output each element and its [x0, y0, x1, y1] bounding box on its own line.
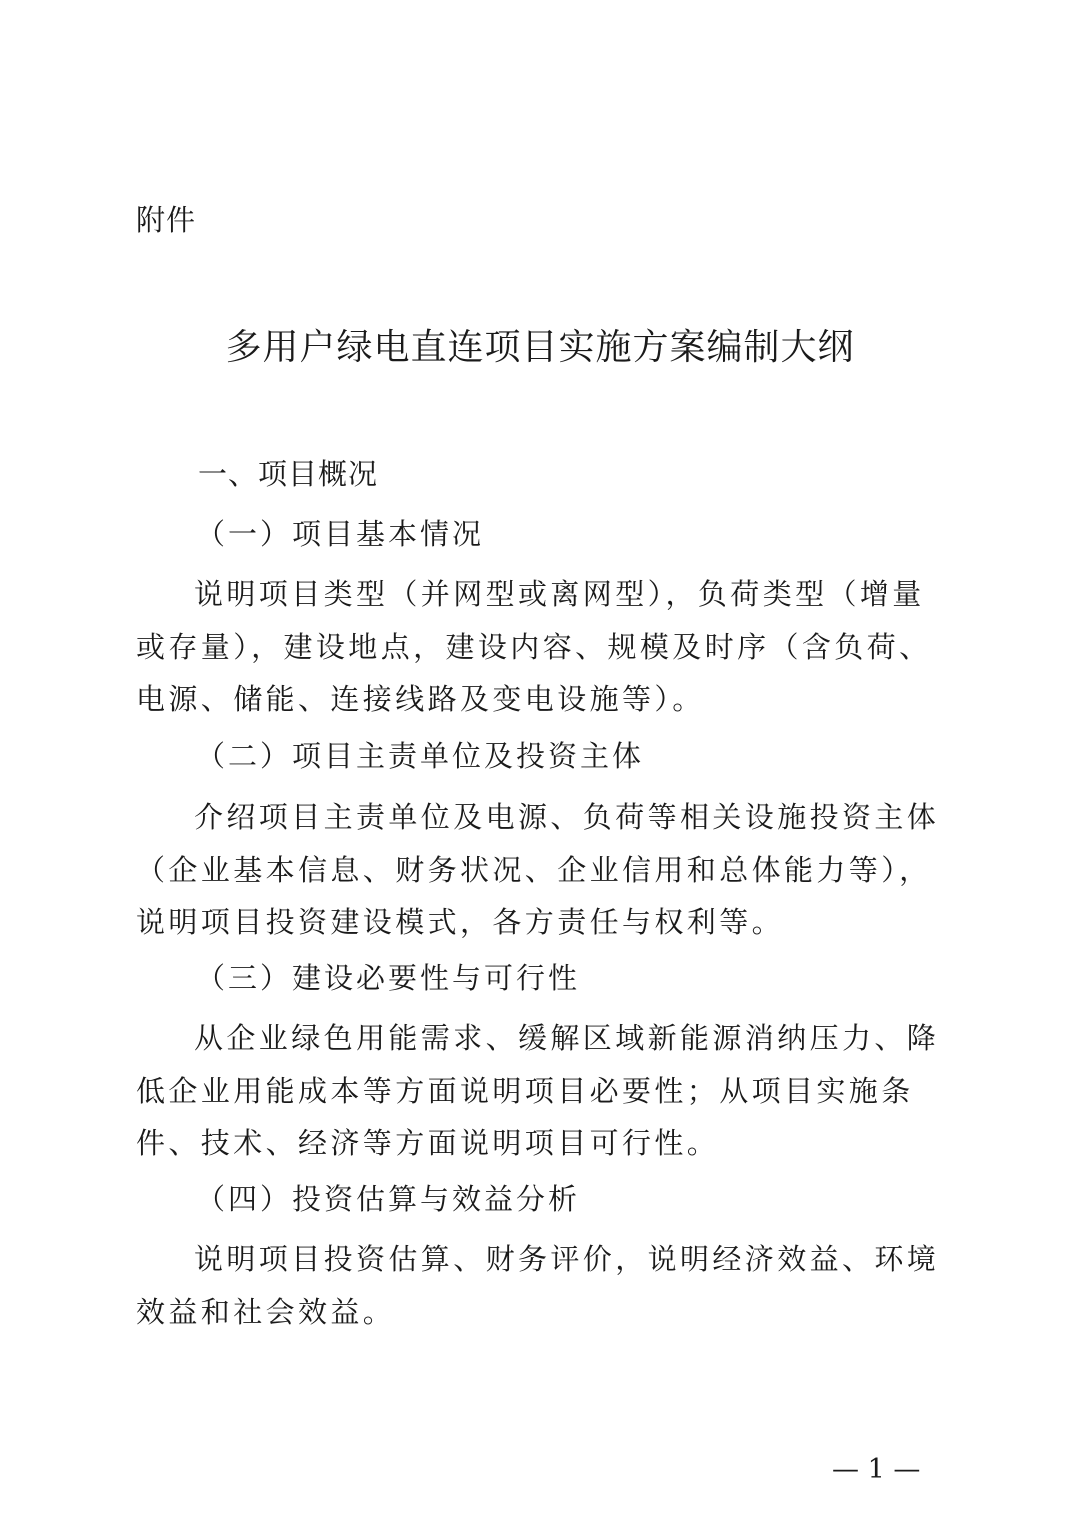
paragraph-text: 说明项目类型（并网型或离网型），负荷类型（增量或存量），建设地点，建设内容、规模及时序（含负荷、电源、储能、连接线路及变电设施等）。 [136, 577, 932, 716]
paragraph-responsible-unit [136, 791, 948, 949]
paragraph-necessity [136, 1012, 948, 1170]
subsection-heading-necessity: （三）建设必要性与可行性 [196, 961, 581, 995]
subsection-heading-responsible-unit: （二）项目主责单位及投资主体 [196, 739, 645, 773]
subsection-heading-basic-info: （一）项目基本情况 [196, 517, 485, 551]
paragraph-text: 从企业绿色用能需求、缓解区域新能源消纳压力、降低企业用能成本等方面说明项目必要性；从项目实施条件、技术、经济等方面说明项目可行性。 [136, 1021, 940, 1160]
paragraph-text: 说明项目投资估算、财务评价，说明经济效益、环境效益和社会效益。 [136, 1242, 940, 1329]
document-title: 多用户绿电直连项目实施方案编制大纲 [225, 327, 855, 368]
paragraph-basic-info [136, 568, 948, 726]
section-heading-overview: 一、项目概况 [198, 457, 379, 491]
paragraph-investment [136, 1233, 948, 1338]
subsection-heading-investment: （四）投资估算与效益分析 [196, 1182, 581, 1216]
attachment-label: 附件 [136, 203, 197, 237]
paragraph-text: 介绍项目主责单位及电源、负荷等相关设施投资主体（企业基本信息、财务状况、企业信用和总体能力等），说明项目投资建设模式，各方责任与权利等。 [136, 800, 940, 939]
page-number: — 1 — [832, 1454, 921, 1485]
